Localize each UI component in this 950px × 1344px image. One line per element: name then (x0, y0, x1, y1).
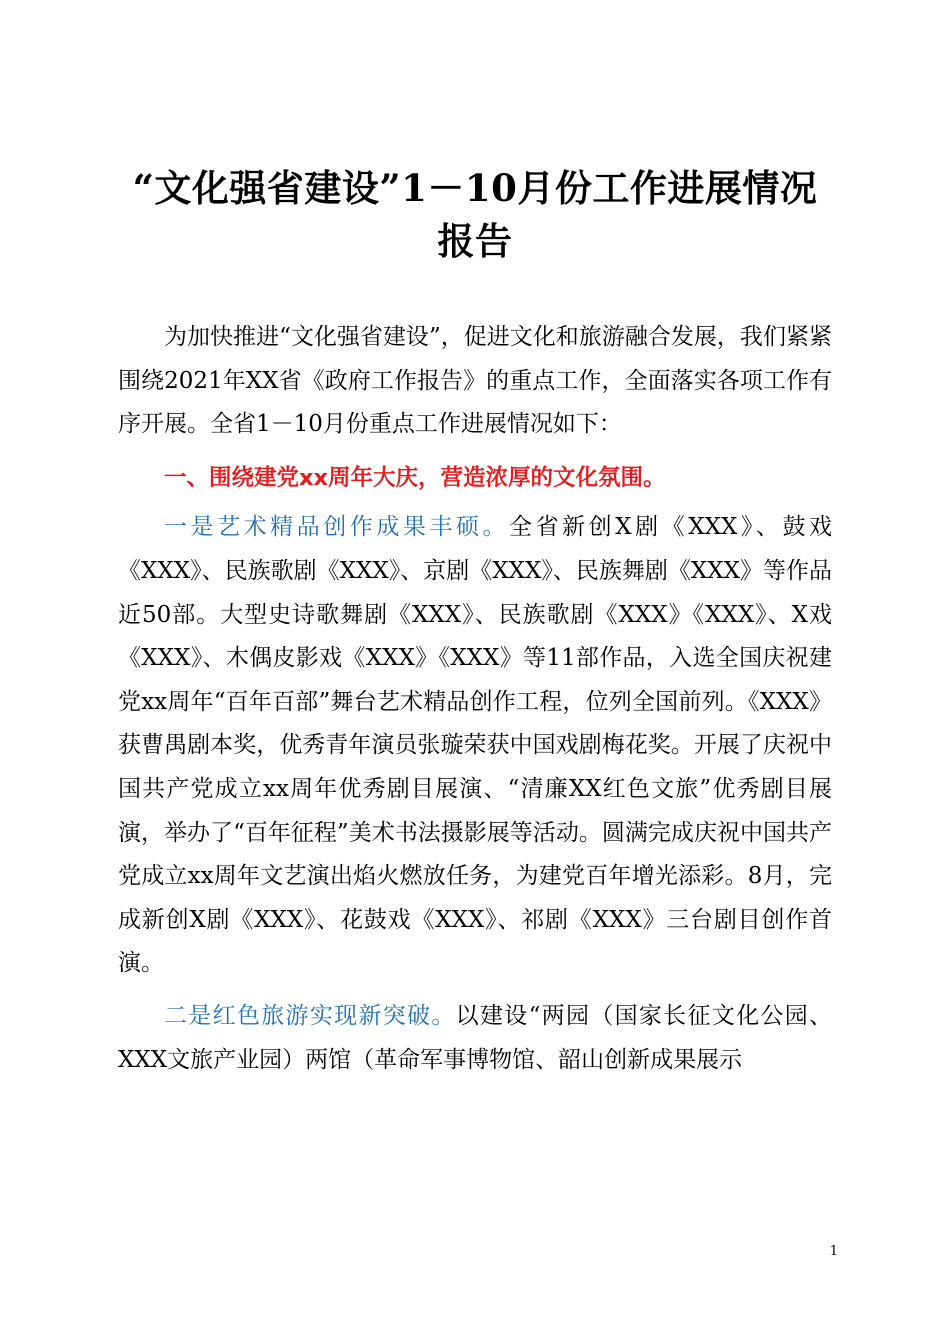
point-2-lead: 二是红色旅游实现新突破。 (164, 1002, 456, 1029)
page-number: 1 (829, 1244, 838, 1259)
point-1-text: 全省新创X剧《XXX》、鼓戏《XXX》、民族歌剧《XXX》、京剧《XXX》、民族舞剧《XXX》等作品近50部。大型史诗歌舞剧《XXX》、民族歌剧《XXX》《XXX》、X戏《XXX》、木偶皮影戏《XXX》《XXX》等11部作品，入选全国庆祝建党xx周年“百年百部”舞台艺术精品创作工程，位列全国前列。《XXX》获曹禺剧本奖，优秀青年演员张璇荣获中国戏剧梅花奖。开展了庆祝中国共产党成立xx周年优秀剧目展演、“清廉XX红色文旅”优秀剧目展演，举办了“百年征程”美术书法摄影展等活动。圆满完成庆祝中国共产党成立xx周年文艺演出焰火燃放任务，为建党百年增光添彩。8月，完成新创X剧《XXX》、花鼓戏《XXX》、祁剧《XXX》三台剧目创作首演。 (118, 514, 833, 977)
point-1-lead: 一是艺术精品创作成果丰硕。 (164, 514, 510, 541)
point-2-text: 以建设“两园（国家长征文化公园、XXX文旅产业园）两馆（革命军事博物馆、韶山创新成果展示 (118, 1002, 833, 1073)
document-body (118, 316, 832, 1082)
document-title: “文化强省建设”1－10月份工作进展情况报告 (132, 166, 818, 263)
section-heading-1: 一、围绕建党xx周年大庆，营造浓厚的文化氛围。 (164, 464, 666, 491)
point-1-paragraph (118, 506, 832, 986)
intro-paragraph: 为加快推进“文化强省建设”，促进文化和旅游融合发展，我们紧紧围绕2021年XX省《政府工作报告》的重点工作，全面落实各项工作有序开展。全省1－10月份重点工作进展情况如下： (118, 324, 832, 438)
point-2-paragraph (118, 995, 832, 1082)
